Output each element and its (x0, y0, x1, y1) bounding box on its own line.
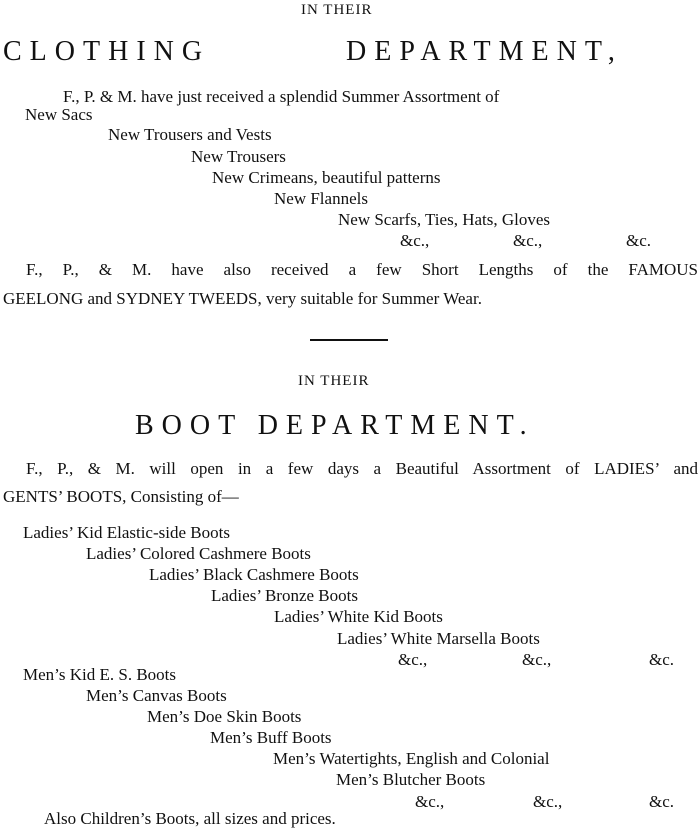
clothing-heading-left: CLOTHING (3, 36, 211, 67)
mens-etc: &c., (415, 792, 445, 811)
boots-intro-line: F., P., & M. will open in a few days a Beautiful Assortment of LADIES’ and (26, 459, 698, 478)
mens-boot-item: Men’s Buff Boots (210, 728, 332, 747)
mens-boot-item: Men’s Doe Skin Boots (147, 707, 302, 726)
ladies-boot-item: Ladies’ Black Cashmere Boots (149, 565, 359, 584)
clothing-item: New Sacs (25, 105, 93, 124)
boots-pre-heading: IN THEIR (298, 373, 370, 389)
ladies-etc: &c., (398, 650, 428, 669)
ladies-etc: &c. (649, 650, 675, 669)
clothing-paragraph-line: F., P., & M. have also received a few Short Lengths of the FAMOUS (26, 260, 698, 279)
ladies-boot-item: Ladies’ White Marsella Boots (337, 629, 540, 648)
mens-boot-item: Men’s Blutcher Boots (336, 770, 486, 789)
ladies-boot-item: Ladies’ Colored Cashmere Boots (86, 544, 311, 563)
ladies-boot-item: Ladies’ Kid Elastic-side Boots (23, 523, 230, 542)
clothing-intro: F., P. & M. have just received a splendid Summer Assortment of (63, 87, 500, 106)
clothing-item: New Scarfs, Ties, Hats, Gloves (338, 210, 551, 229)
clothing-paragraph-line: GEELONG and SYDNEY TWEEDS, very suitable for Summer Wear. (3, 289, 482, 308)
clothing-heading-right: DEPARTMENT, (346, 36, 623, 67)
ladies-etc: &c., (522, 650, 552, 669)
ladies-boot-item: Ladies’ Bronze Boots (211, 586, 358, 605)
clothing-etc: &c., (400, 231, 430, 250)
clothing-item: New Flannels (274, 189, 368, 208)
clothing-item: New Trousers and Vests (108, 125, 272, 144)
mens-etc: &c. (649, 792, 675, 811)
mens-boot-item: Men’s Canvas Boots (86, 686, 227, 705)
mens-boot-item: Men’s Kid E. S. Boots (23, 665, 177, 684)
clothing-pre-heading: IN THEIR (301, 2, 373, 18)
mens-etc: &c., (533, 792, 563, 811)
clothing-item: New Crimeans, beautiful patterns (212, 168, 441, 187)
ladies-boot-item: Ladies’ White Kid Boots (274, 607, 443, 626)
clothing-etc: &c. (626, 231, 652, 250)
clothing-etc: &c., (513, 231, 543, 250)
boots-intro-line: GENTS’ BOOTS, Consisting of— (3, 487, 239, 506)
mens-boot-item: Men’s Watertights, English and Colonial (273, 749, 550, 768)
section-divider (310, 339, 388, 341)
boots-heading: BOOT DEPARTMENT. (135, 410, 535, 441)
closing-line: Also Children’s Boots, all sizes and prices. (44, 809, 336, 828)
clothing-item: New Trousers (191, 147, 286, 166)
